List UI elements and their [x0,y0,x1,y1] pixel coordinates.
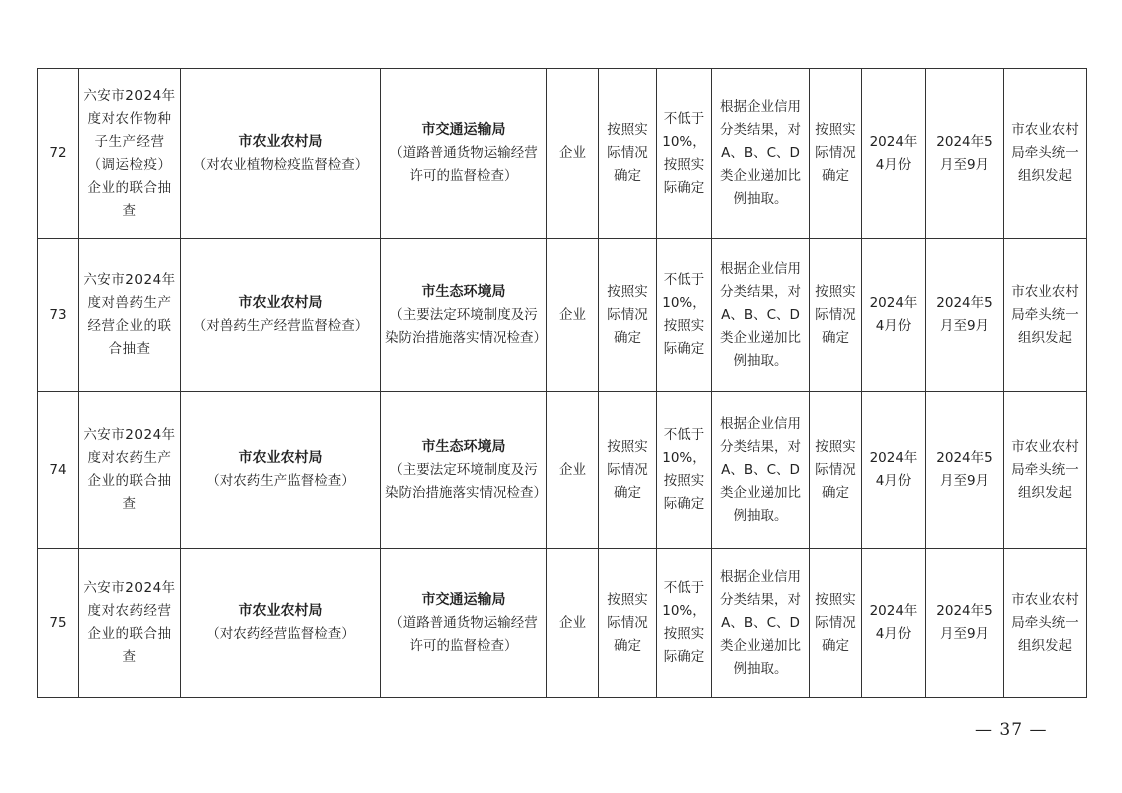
completion-period: 2024年5月至9月 [926,392,1004,549]
lead-scope: （对农药经营监督检查） [206,626,355,642]
sampling-method: 根据企业信用分类结果，对A、B、C、D类企业递加比例抽取。 [712,239,810,392]
cooperating-department-cell [381,239,547,392]
row-index: 74 [38,392,79,549]
page-number: — 37 — [975,720,1048,740]
cooperating-department: 市生态环境局 [421,438,506,455]
cooperating-department-cell [381,392,547,549]
lead-department-cell [181,392,381,549]
lead-department-cell [181,69,381,239]
sample-ratio: 不低于10%，按照实际确定 [657,549,712,698]
launch-time: 2024年4月份 [862,239,926,392]
sample-ratio: 不低于10%，按照实际确定 [657,392,712,549]
frequency: 按照实际情况确定 [810,239,862,392]
frequency: 按照实际情况确定 [810,549,862,698]
sample-count: 按照实际情况确定 [599,549,657,698]
frequency: 按照实际情况确定 [810,392,862,549]
lead-department-cell [181,549,381,698]
cooperating-department-cell [381,549,547,698]
launch-time: 2024年4月份 [862,69,926,239]
cooperating-scope: （主要法定环境制度及污染防治措施落实情况检查） [385,306,547,346]
cooperating-department: 市生态环境局 [421,283,506,300]
sample-count: 按照实际情况确定 [599,392,657,549]
completion-period: 2024年5月至9月 [926,69,1004,239]
lead-department-cell [181,239,381,392]
sample-count: 按照实际情况确定 [599,69,657,239]
cooperating-scope: （道路普通货物运输经营许可的监督检查） [389,145,538,184]
cooperating-scope: （道路普通货物运输经营许可的监督检查） [389,614,538,654]
cooperating-department: 市交通运输局 [421,122,506,138]
sample-ratio: 不低于10%，按照实际确定 [657,69,712,239]
sampling-method: 根据企业信用分类结果，对A、B、C、D类企业递加比例抽取。 [712,549,810,698]
sampling-method: 根据企业信用分类结果，对A、B、C、D类企业递加比例抽取。 [712,392,810,549]
remark: 市农业农村局牵头统一组织发起 [1004,392,1087,549]
task-name: 六安市2024年度对兽药生产经营企业的联合抽查 [79,239,181,392]
remark: 市农业农村局牵头统一组织发起 [1004,549,1087,698]
completion-period: 2024年5月至9月 [926,549,1004,698]
table-row [38,549,1087,698]
table-row [38,392,1087,549]
lead-department: 市农业农村局 [238,295,323,311]
row-index: 72 [38,69,79,239]
frequency: 按照实际情况确定 [810,69,862,239]
launch-time: 2024年4月份 [862,392,926,549]
completion-period: 2024年5月至9月 [926,239,1004,392]
inspection-plan-table [37,68,1087,698]
lead-department: 市农业农村局 [238,133,323,150]
sampling-method: 根据企业信用分类结果，对A、B、C、D类企业递加比例抽取。 [712,69,810,239]
lead-department: 市农业农村局 [238,450,323,466]
launch-time: 2024年4月份 [862,549,926,698]
inspection-object: 企业 [547,549,599,698]
row-index: 73 [38,239,79,392]
remark: 市农业农村局牵头统一组织发起 [1004,239,1087,392]
inspection-object: 企业 [547,69,599,239]
lead-scope: （对农药生产监督检查） [206,473,355,489]
lead-department: 市农业农村局 [238,603,323,619]
task-name: 六安市2024年度对农作物种子生产经营（调运检疫）企业的联合抽查 [79,69,181,239]
row-index: 75 [38,549,79,698]
sample-ratio: 不低于10%，按照实际确定 [657,239,712,392]
lead-scope: （对兽药生产经营监督检查） [192,318,369,334]
task-name: 六安市2024年度对农药生产企业的联合抽查 [79,392,181,549]
inspection-object: 企业 [547,239,599,392]
cooperating-department: 市交通运输局 [421,591,506,608]
table-row [38,69,1087,239]
remark: 市农业农村局牵头统一组织发起 [1004,69,1087,239]
cooperating-department-cell [381,69,547,239]
sample-count: 按照实际情况确定 [599,239,657,392]
inspection-object: 企业 [547,392,599,549]
table-row [38,239,1087,392]
lead-scope: （对农业植物检疫监督检查） [192,156,369,173]
task-name: 六安市2024年度对农药经营企业的联合抽查 [79,549,181,698]
cooperating-scope: （主要法定环境制度及污染防治措施落实情况检查） [385,461,547,501]
